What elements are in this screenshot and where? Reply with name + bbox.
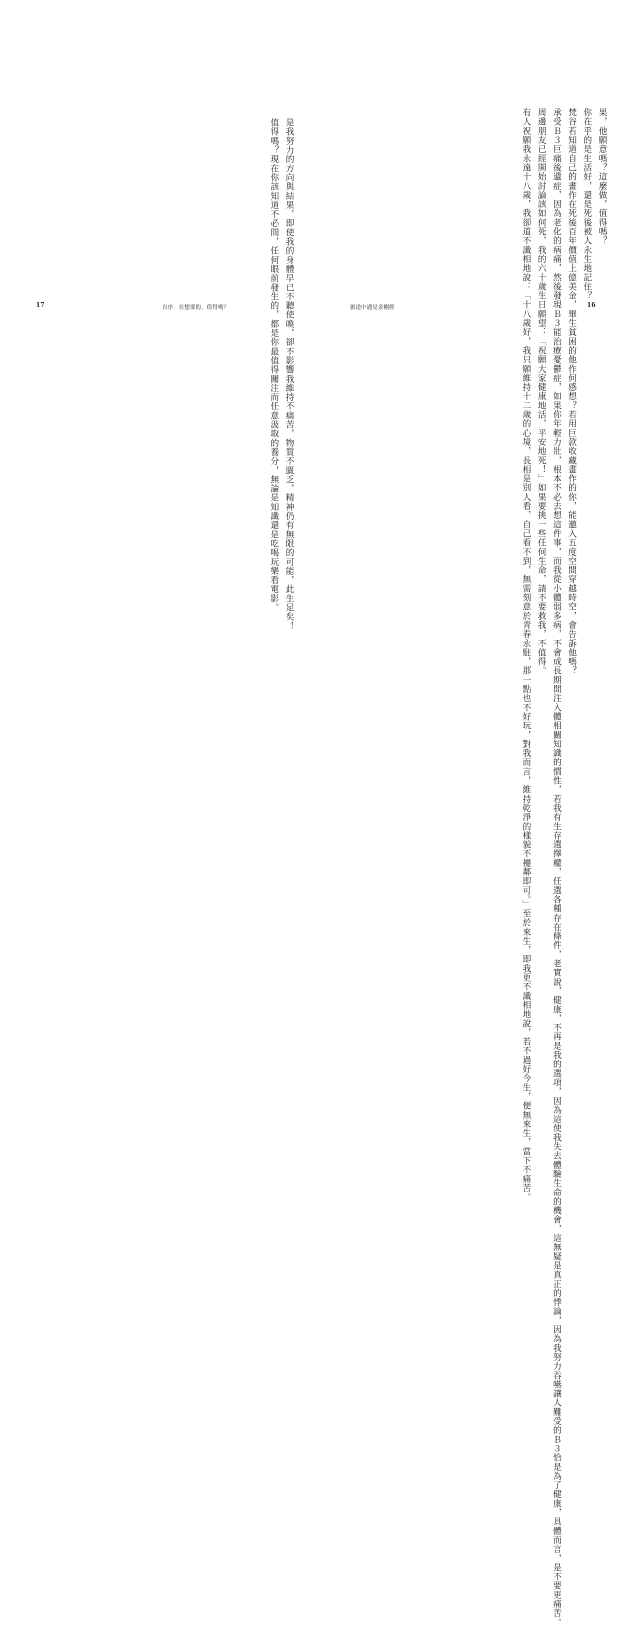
paragraph: 梵谷若知道自己的畫作在死後百年價值上億美金，畢生貧困的他作何感想？若用巨款收藏畫作的你，能邀入五度空間穿越時空，會告訴他嗎？ — [566, 108, 577, 676]
paragraph: 承受Ｂ３巨痛後遺症，因為老化的病痛，然後發現Ｂ３能治療憂鬱症，如果你年輕力壯，根本不必去想這件事，而我從小體弱多病，不會成長期間注入體相關知識的慣性，若我有生存選擇權，任選各種存在條件，老實說，健康，不再是我的選項，因為這使我失去體驗生命的機會，這無疑是真正的悸論，因為我努力吞嚥讓人難受的Ｂ３恰是為了健康，具體而言，是不要更痛苦。 — [551, 108, 562, 1627]
paragraph: 你在乎的是生活好，還是死後被人永生地記住？ — [581, 108, 592, 301]
paragraph: 有人祝願我永遠十八歲，我卻道不識相地說：「十八歲好，我只願維持十二歲的心境，長相是別人看，自己看不到，無需刻意於青春永駐，那一點也不好玩，對我而言，維持乾淨的樣貌不擾鄰即可。」至於來生，即我更不識相地說，若不過好今生，便無來生，當下不痛苦。 — [520, 108, 531, 1202]
running-head: 旅途中遇見金剛經 — [350, 305, 395, 311]
right-page — [320, 0, 640, 1627]
paragraph: 是我努力的方向與結果，即使我的身體早已不聽使喚，卻不影響我維持不痛苦，物質不匱乏，精神仍有無限的可能，此生足矣！ — [284, 118, 294, 631]
page-number: 17 — [36, 302, 45, 309]
page-number: 16 — [587, 302, 596, 309]
running-head: 自序 在想要的，值得嗎？ — [162, 305, 230, 311]
left-page — [0, 0, 320, 640]
paragraph: 果，他願意嗎？這麼做，值得嗎？ — [597, 108, 607, 246]
paragraph: 值得嗎？現在你該知道不必問，任何眼前發生的，都是你最值得關注而任意汲取的養分，無論是知識還是吃喝玩樂看電影。 — [268, 118, 279, 613]
left-page-body — [126, 118, 296, 631]
paragraph: 周邊朋友已經開始討論該如何死，我的六十歲生日願望：「祝願大家健康地活，平安地死！」如果要挑一些任何生命，請不要救我，不值得。 — [536, 108, 547, 676]
